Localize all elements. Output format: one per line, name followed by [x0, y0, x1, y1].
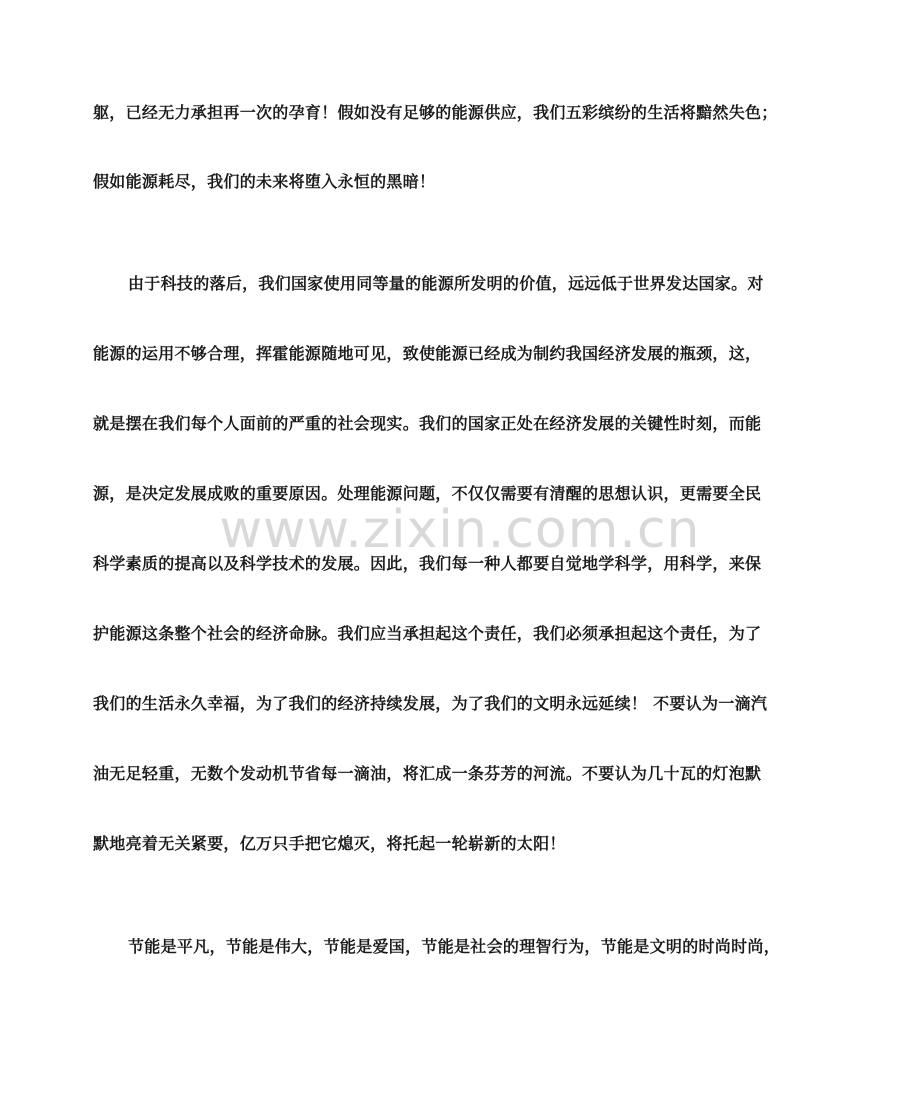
text-line: 躯，已经无力承担再一次的孕育！假如没有足够的能源供应，我们五彩缤纷的生活将黯然失色； — [93, 103, 778, 122]
paragraph-first-line: 节能是平凡，节能是伟大，节能是爱国，节能是社会的理智行为，节能是文明的时尚时尚， — [128, 937, 781, 956]
text-line: 假如能源耗尽，我们的未来将堕入永恒的黑暗！ — [93, 172, 436, 191]
paragraph-first-line: 由于科技的落后，我们国家使用同等量的能源所发明的价值，远远低于世界发达国家。对 — [128, 274, 764, 293]
text-line: 能源的运用不够合理，挥霍能源随地可见，致使能源已经成为制约我国经济发展的瓶颈，这， — [93, 344, 762, 363]
text-line: 默地亮着无关紧要，亿万只手把它熄灭，将托起一轮崭新的太阳！ — [93, 834, 566, 853]
text-line: 源，是决定发展成败的重要原因。处理能源问题，不仅仅需要有清醒的思想认识，更需要全民 — [93, 484, 762, 503]
text-line: 我们的生活永久幸福，为了我们的经济持续发展，为了我们的文明永远延续！ 不要认为一滴汽 — [93, 694, 768, 713]
text-line: 就是摆在我们每个人面前的严重的社会现实。我们的国家正处在经济发展的关键性时刻，而能 — [93, 414, 762, 433]
text-line: 科学素质的提高以及科学技术的发展。因此，我们每一种人都要自觉地学科学，用科学，来保 — [93, 554, 762, 573]
watermark: www.zixin.com.cn — [219, 500, 701, 560]
text-line: 护能源这条整个社会的经济命脉。我们应当承担起这个责任，我们必须承担起这个责任，为了 — [93, 624, 762, 643]
text-line: 油无足轻重，无数个发动机节省每一滴油，将汇成一条芬芳的河流。不要认为几十瓦的灯泡默 — [93, 764, 762, 783]
